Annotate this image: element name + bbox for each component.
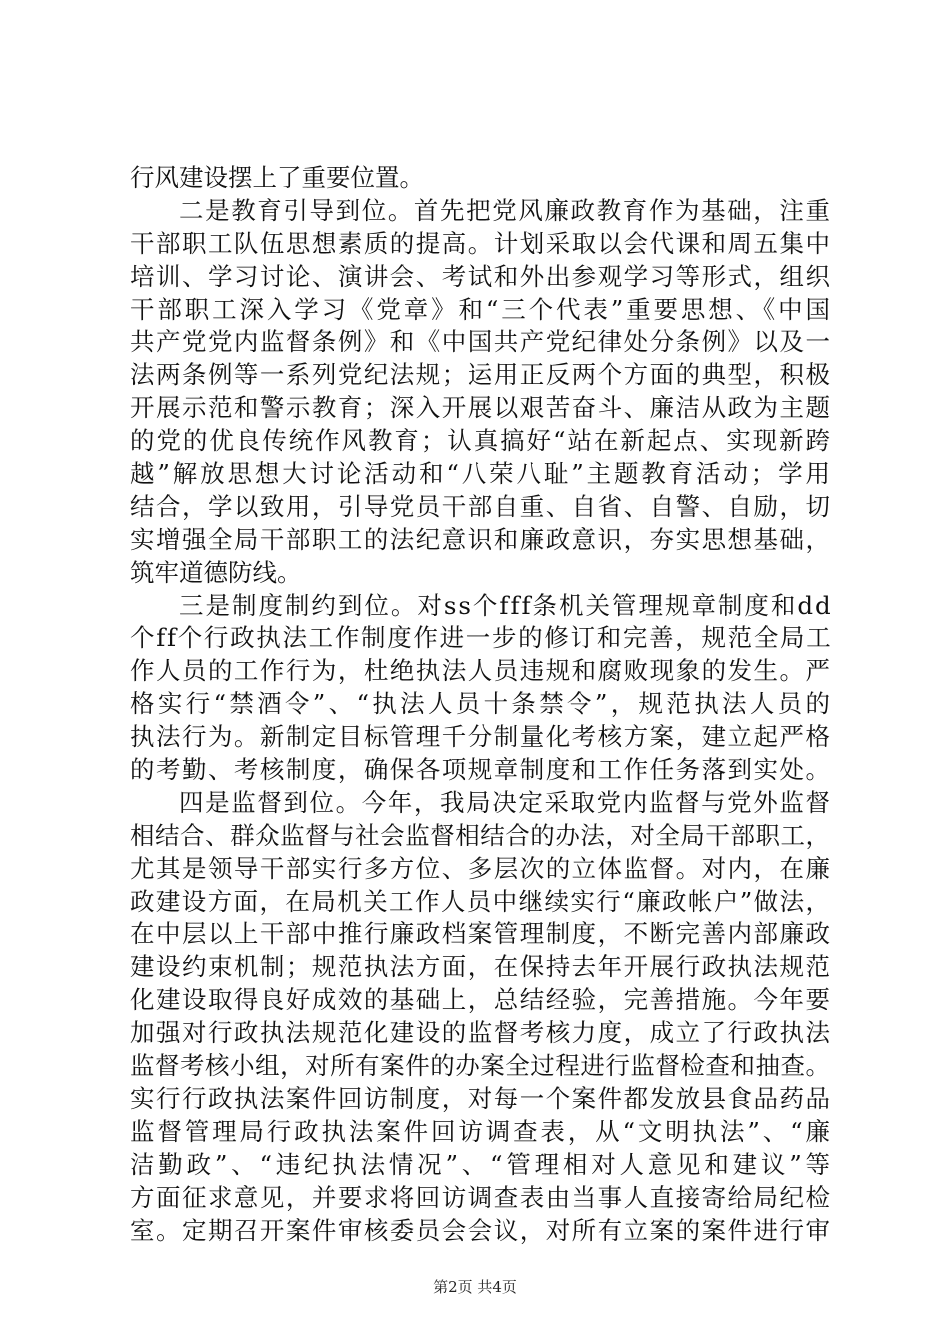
- text-line: 在中层以上干部中推行廉政档案管理制度，不断完善内部廉政: [130, 919, 832, 949]
- text-line: 培训、学习讨论、演讲会、考试和外出参观学习等形式，组织: [130, 261, 832, 291]
- text-line: 作人员的工作行为，杜绝执法人员违规和腐败现象的发生。严: [130, 656, 832, 686]
- text-line: 建设约束机制；规范执法方面，在保持去年开展行政执法规范: [130, 952, 832, 982]
- text-line: 洁勤政”、“违纪执法情况”、“管理相对人意见和建议”等: [130, 1149, 834, 1179]
- text-line: 筑牢道德防线。: [130, 557, 302, 587]
- text-line: 的考勤、考核制度，确保各项规章制度和工作任务落到实处。: [130, 755, 832, 785]
- page-number-footer: 第2页 共4页: [433, 1278, 517, 1296]
- text-line: 尤其是领导干部实行多方位、多层次的立体监督。对内，在廉: [130, 853, 832, 883]
- text-line: 干部职工队伍思想素质的提高。计划采取以会代课和周五集中: [130, 228, 832, 258]
- text-line: 室。定期召开案件审核委员会会议，对所有立案的案件进行审: [130, 1215, 832, 1245]
- text-line: 二是教育引导到位。首先把党风廉政教育作为基础，注重: [179, 195, 832, 225]
- text-line: 越”解放思想大讨论活动和“八荣八耻”主题教育活动；学用: [130, 459, 833, 489]
- text-line: 方面征求意见，并要求将回访调查表由当事人直接寄给局纪检: [130, 1182, 832, 1212]
- text-line: 行风建设摆上了重要位置。: [130, 163, 424, 192]
- text-line: 加强对行政执法规范化建设的监督考核力度，成立了行政执法: [130, 1018, 832, 1048]
- text-line: 的党的优良传统作风教育；认真搞好“站在新起点、实现新跨: [130, 426, 832, 456]
- text-line: 个ff个行政执法工作制度作进一步的修订和完善，规范全局工: [130, 623, 833, 653]
- text-line: 执法行为。新制定目标管理千分制量化考核方案，建立起严格: [130, 722, 832, 752]
- text-line: 干部职工深入学习《党章》和“三个代表”重要思想、《中国: [130, 294, 833, 324]
- text-line: 政建设方面，在局机关工作人员中继续实行“廉政帐户”做法，: [130, 886, 832, 916]
- text-line: 共产党党内监督条例》和《中国共产党纪律处分条例》以及一: [130, 327, 832, 357]
- text-line: 结合，学以致用，引导党员干部自重、自省、自警、自励，切: [130, 491, 832, 521]
- text-line: 相结合、群众监督与社会监督相结合的办法，对全局干部职工，: [130, 820, 831, 850]
- document-body: [130, 162, 834, 1247]
- text-line: 四是监督到位。今年，我局决定采取党内监督与党外监督: [179, 787, 832, 817]
- text-line: 实增强全局干部职工的法纪意识和廉政意识，夯实思想基础，: [130, 524, 832, 554]
- text-line: 格实行“禁酒令”、“执法人员十条禁令”，规范执法人员的: [130, 689, 834, 719]
- text-line: 化建设取得良好成效的基础上，总结经验，完善措施。今年要: [130, 985, 832, 1015]
- text-line: 监督管理局行政执法案件回访调查表，从“文明执法”、“廉: [130, 1116, 833, 1146]
- text-line: 三是制度制约到位。对ss个fff条机关管理规章制度和dd: [179, 590, 833, 620]
- text-line: 法两条例等一系列党纪法规；运用正反两个方面的典型，积极: [130, 360, 832, 390]
- text-line: 开展示范和警示教育；深入开展以艰苦奋斗、廉洁从政为主题: [130, 393, 832, 423]
- text-line: 监督考核小组，对所有案件的办案全过程进行监督检查和抽查。: [130, 1051, 831, 1081]
- text-line: 实行行政执法案件回访制度，对每一个案件都发放县食品药品: [130, 1083, 832, 1113]
